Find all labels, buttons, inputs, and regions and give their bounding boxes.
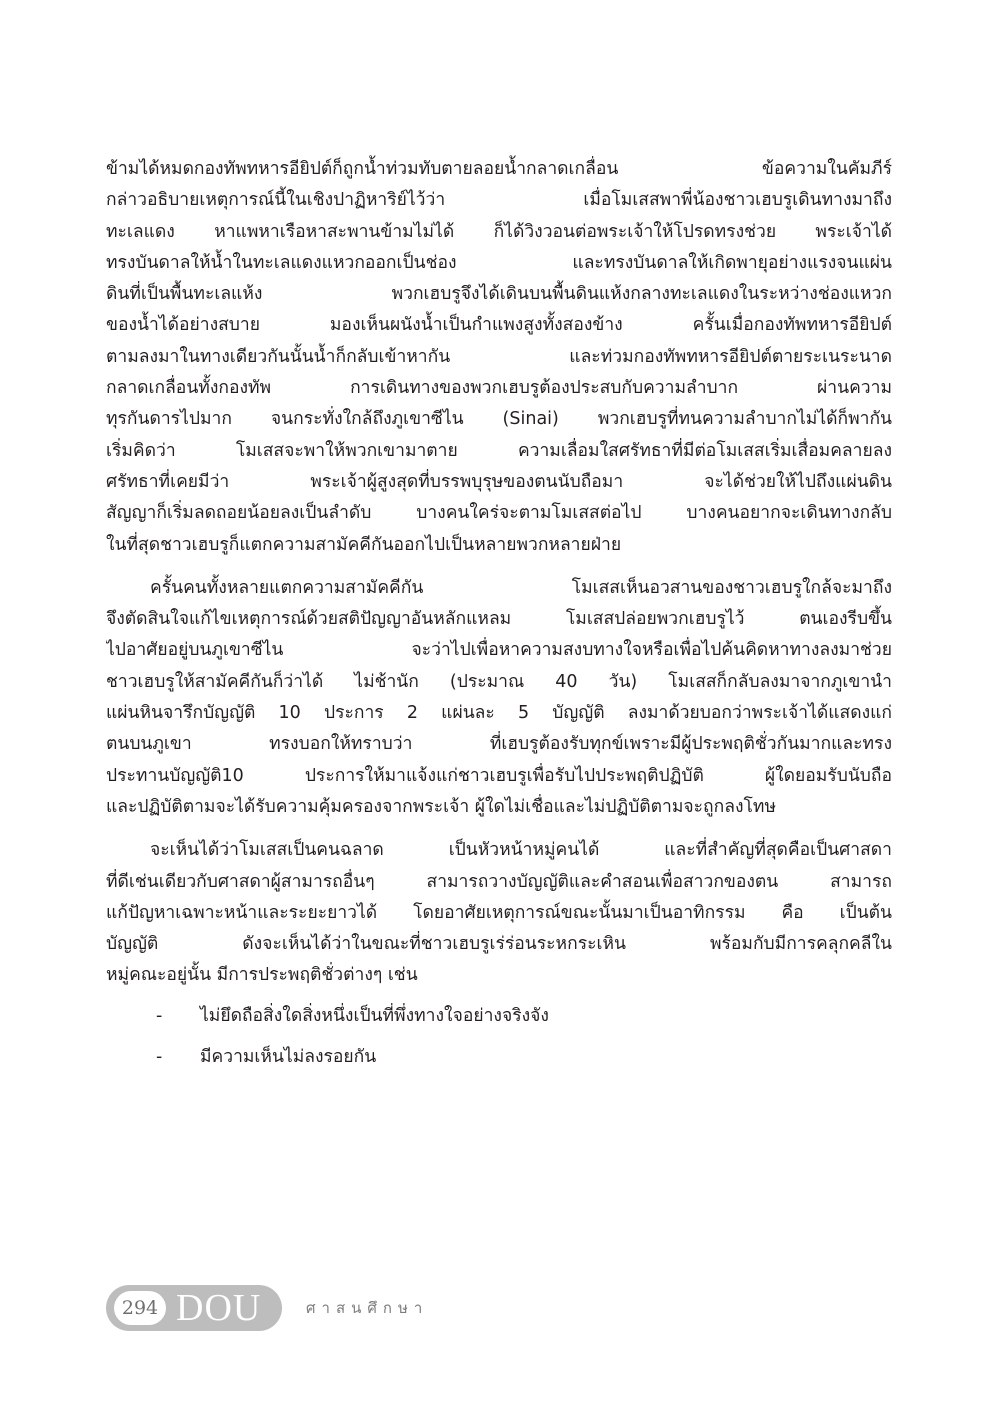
text-line: และปฏิบัติตามจะได้รับความคุ้มครองจากพระเจ้า ผู้ใดไม่เชื่อและไม่ปฏิบัติตามจะถูกลงโทษ (106, 796, 776, 817)
text-line: ของน้ำได้อย่างสบาย มองเห็นผนังน้ำเป็นกำแพงสูงทั้งสองข้าง ครั้นเมื่อกองทัพทหารอียิปต์ (106, 315, 892, 336)
list-item (106, 1000, 892, 1033)
text-line: ในที่สุดชาวเฮบรูก็แตกความสามัคคีกันออกไปเป็นหลายพวกหลายฝ่าย (106, 534, 622, 555)
page-number: 294 (114, 1291, 166, 1325)
text-line: ทรงบันดาลให้น้ำในทะเลแดงแหวกออกเป็นช่อง และทรงบันดาลให้เกิดพายุอย่างแรงจนแผ่น (106, 252, 892, 273)
text-line: เริ่มคิดว่า โมเสสจะพาให้พวกเขามาตาย ความเลื่อมใสศรัทธาที่มีต่อโมเสสเริ่มเสื่อมคลายลง (106, 440, 892, 461)
brand-logo-text: DOU (176, 1287, 262, 1329)
text-line: ไปอาศัยอยู่บนภูเขาซีไน จะว่าไปเพื่อหาความสงบทางใจหรือเพื่อไปค้นคิดหาทางลงมาช่วย (106, 640, 892, 661)
text-line: กลาดเกลื่อนทั้งกองทัพ การเดินทางของพวกเฮบรูต้องประสบกับความลำบาก ผ่านความ (106, 378, 892, 399)
body-text (106, 154, 892, 1074)
text-line: ประทานบัญญัติ10 ประการให้มาแจ้งแก่ชาวเฮบรูเพื่อรับไปประพฤติปฏิบัติ ผู้ใดยอมรับนับถือ (106, 765, 892, 786)
text-line: ทุรกันดารไปมาก จนกระทั่งใกล้ถึงภูเขาซีไน (Sinai) พวกเฮบรูที่ทนความลำบากไม่ได้ก็พากัน (106, 409, 892, 430)
paragraph-1 (106, 154, 892, 561)
text-line: ดินที่เป็นพื้นทะเลแห้ง พวกเฮบรูจึงได้เดินบนพื้นดินแห้งกลางทะเลแดงในระหว่างช่องแหวก (106, 284, 892, 305)
text-line: ตนบนภูเขา ทรงบอกให้ทราบว่า ที่เฮบรูต้องรับทุกข์เพราะมีผู้ประพฤติชั่วกันมากและทรง (106, 734, 892, 755)
bullet-list (106, 1000, 892, 1074)
list-item-text: ไม่ยึดถือสิ่งใดสิ่งหนึ่งเป็นที่พึ่งทางใจอย่างจริงจัง (200, 1005, 549, 1026)
paragraph-3 (106, 835, 892, 991)
list-dash: - (156, 1005, 163, 1026)
text-line: ข้ามได้หมดกองทัพทหารอียิปต์ก็ถูกน้ำท่วมทับตายลอยน้ำกลาดเกลื่อน ข้อความในคัมภีร์ (106, 159, 892, 179)
text-line: ชาวเฮบรูให้สามัคคีกันก็ว่าได้ ไม่ช้านัก (ประมาณ 40 วัน) โมเสสก็กลับลงมาจากภูเขานำ (106, 671, 892, 692)
text-line: แผ่นหินจารึกบัญญัติ 10 ประการ 2 แผ่นละ 5 บัญญัติ ลงมาด้วยบอกว่าพระเจ้าได้แสดงแก่ (106, 703, 892, 724)
footer-badge (106, 1285, 282, 1331)
text-line: จะเห็นได้ว่าโมเสสเป็นคนฉลาด เป็นหัวหน้าหมู่คนได้ และที่สำคัญที่สุดคือเป็นศาสดา (150, 840, 892, 861)
text-line: จึงตัดสินใจแก้ไขเหตุการณ์ด้วยสติปัญญาอันหลักแหลม โมเสสปล่อยพวกเฮบรูไว้ ตนเองรีบขึ้น (106, 609, 892, 630)
text-line: แก้ปัญหาเฉพาะหน้าและระยะยาวได้ โดยอาศัยเหตุการณ์ขณะนั้นมาเป็นอาทิกรรม คือ เป็นต้น (106, 902, 892, 923)
text-line: สัญญาก็เริ่มลดถอยน้อยลงเป็นลำดับ บางคนใคร่จะตามโมเสสต่อไป บางคนอยากจะเดินทางกลับ (106, 503, 892, 524)
text-line: ตามลงมาในทางเดียวกันนั้นน้ำก็กลับเข้าหากัน และท่วมกองทัพทหารอียิปต์ตายระเนระนาด (106, 346, 892, 367)
text-line: ที่ดีเช่นเดียวกับศาสดาผู้สามารถอื่นๆ สามารถวางบัญญัติและคำสอนเพื่อสาวกของตน สามารถ (106, 871, 892, 892)
paragraph-spacer (106, 561, 892, 573)
text-line: บัญญัติ ดังจะเห็นได้ว่าในขณะที่ชาวเฮบรูเร่ร่อนระหกระเหิน พร้อมกับมีการคลุกคลีใน (106, 934, 892, 955)
course-title: ศาสนศึกษา (306, 1299, 429, 1317)
paragraph-2 (106, 573, 892, 823)
text-line: กล่าวอธิบายเหตุการณ์นี้ในเชิงปาฏิหาริย์ไว้ว่า เมื่อโมเสสพาพี่น้องชาวเฮบรูเดินทางมาถึง (106, 190, 892, 211)
list-dash: - (156, 1046, 163, 1067)
text-line: ครั้นคนทั้งหลายแตกความสามัคคีกัน โมเสสเห็นอวสานของชาวเฮบรูใกล้จะมาถึง (150, 577, 892, 598)
text-line: ทะเลแดง หาแพหาเรือหาสะพานข้ามไม่ได้ ก็ได้วิงวอนต่อพระเจ้าให้โปรดทรงช่วย พระเจ้าได้ (106, 221, 892, 242)
list-item (106, 1041, 892, 1074)
page-footer (106, 1285, 428, 1331)
text-line: ศรัทธาที่เคยมีว่า พระเจ้าผู้สูงสุดที่บรรพบุรุษของตนนับถือมา จะได้ช่วยให้ไปถึงแผ่นดิน (106, 471, 892, 492)
list-item-text: มีความเห็นไม่ลงรอยกัน (200, 1046, 377, 1067)
text-line: หมู่คณะอยู่นั้น มีการประพฤติชั่วต่างๆ เช่น (106, 965, 418, 986)
paragraph-spacer (106, 823, 892, 835)
